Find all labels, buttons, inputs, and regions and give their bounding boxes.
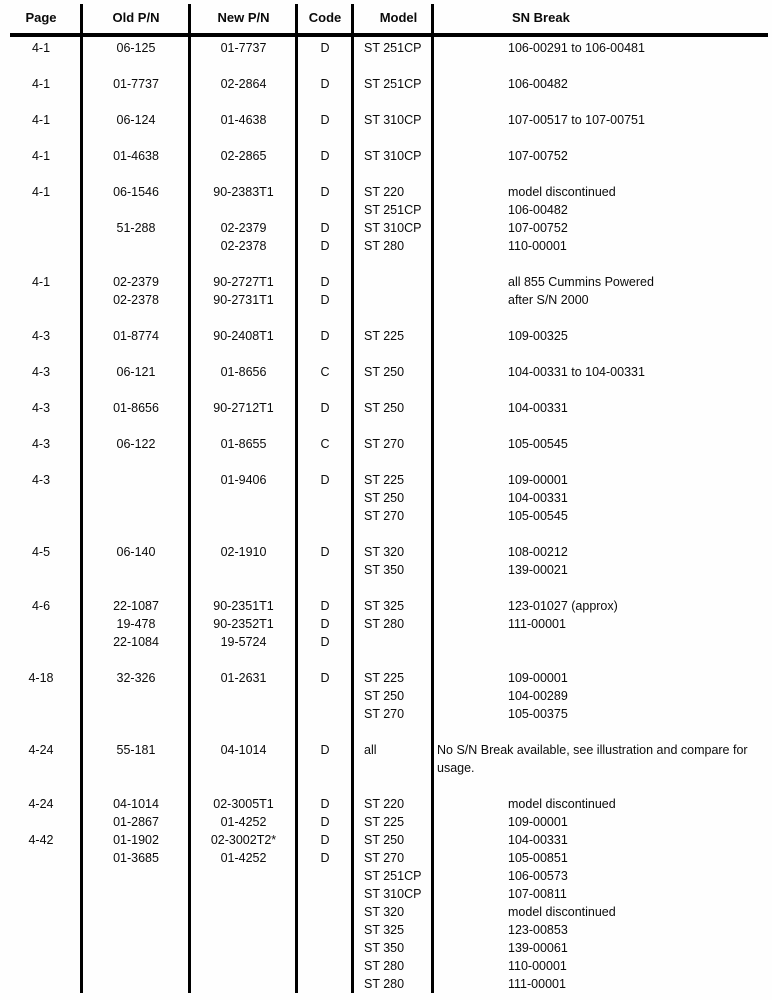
table-header-row [0, 9, 772, 27]
cell-old: 01-3685 [113, 851, 159, 865]
cell-model: ST 251CP [364, 41, 422, 55]
cell-new: 02-3002T2* [210, 833, 277, 847]
cell-new: 02-2378 [220, 239, 267, 253]
cell-sn: No S/N Break available, see illustration and compare for usage. [437, 743, 748, 775]
table-row-group [0, 273, 772, 309]
cell-model: ST 220 [364, 185, 405, 199]
table-row [0, 147, 772, 165]
cell-code: D [320, 185, 330, 199]
cell-new [190, 201, 297, 219]
cell-code: D [320, 401, 330, 415]
cell-old [82, 471, 190, 489]
cell-code [297, 561, 353, 579]
cell-model: ST 270 [364, 851, 405, 865]
cell-code [297, 903, 353, 921]
cell-code: D [320, 833, 330, 847]
cell-new: 90-2352T1 [213, 617, 274, 631]
cell-code: D [320, 77, 330, 91]
table-row [0, 471, 772, 489]
cell-new: 02-3005T1 [213, 797, 274, 811]
cell-sn: 104-00289 [508, 689, 568, 703]
table-row [0, 741, 772, 777]
table-row-group [0, 111, 772, 129]
cell-old: 55-181 [116, 743, 156, 757]
cell-old [82, 237, 190, 255]
cell-sn: 106-00482 [508, 77, 568, 91]
cell-sn: 107-00517 to 107-00751 [508, 113, 645, 127]
cell-sn: 123-01027 (approx) [508, 599, 618, 613]
cell-old [82, 867, 190, 885]
cell-new [190, 921, 297, 939]
cell-page [0, 615, 82, 633]
cell-model: ST 225 [364, 671, 405, 685]
table-row [0, 957, 772, 975]
cell-old [82, 903, 190, 921]
table-row [0, 111, 772, 129]
cell-sn: 123-00853 [508, 923, 568, 937]
cell-sn: 105-00545 [508, 509, 568, 523]
cell-code [297, 705, 353, 723]
cell-model: ST 280 [364, 239, 405, 253]
table-row [0, 921, 772, 939]
cell-page: 4-3 [31, 329, 51, 343]
cell-new: 01-4252 [220, 815, 267, 829]
cell-sn: 110-00001 [508, 239, 567, 253]
table-row [0, 687, 772, 705]
cell-sn: 104-00331 [508, 833, 568, 847]
cell-page [0, 561, 82, 579]
cell-code: D [320, 617, 330, 631]
cell-old: 32-326 [116, 671, 156, 685]
cell-page: 4-3 [31, 437, 51, 451]
cell-model: ST 250 [364, 401, 405, 415]
cell-model: ST 270 [364, 509, 405, 523]
cell-new [190, 939, 297, 957]
cell-code: C [320, 365, 330, 379]
cell-model: ST 250 [364, 833, 405, 847]
table-row [0, 561, 772, 579]
cell-old [82, 885, 190, 903]
cell-sn: 106-00291 to 106-00481 [508, 41, 645, 55]
cell-sn [433, 633, 772, 651]
cell-code: D [320, 851, 330, 865]
cell-model: ST 280 [364, 977, 405, 991]
cell-model: ST 225 [364, 473, 405, 487]
column-header-page: Page [25, 10, 57, 25]
cell-old [82, 507, 190, 525]
cell-code: D [320, 671, 330, 685]
cell-page: 4-24 [28, 743, 54, 757]
cell-new: 01-8655 [220, 437, 267, 451]
column-header-new-pn: New P/N [217, 10, 270, 25]
cell-old: 06-124 [116, 113, 156, 127]
cell-model: ST 320 [364, 905, 405, 919]
table-row [0, 219, 772, 237]
table-row-group [0, 741, 772, 777]
cell-model: ST 225 [364, 329, 405, 343]
cell-sn: 108-00212 [508, 545, 568, 559]
cell-sn: 104-00331 to 104-00331 [508, 365, 645, 379]
cell-new [190, 507, 297, 525]
cell-old: 01-2867 [113, 815, 159, 829]
cell-code: D [320, 239, 330, 253]
cell-page [0, 291, 82, 309]
cell-model: ST 310CP [364, 113, 422, 127]
table-row [0, 291, 772, 309]
cell-page [0, 201, 82, 219]
cell-page: 4-3 [31, 365, 51, 379]
cell-new [190, 561, 297, 579]
table-row [0, 633, 772, 651]
table-row [0, 237, 772, 255]
cell-model: ST 250 [364, 689, 405, 703]
cell-sn: 109-00325 [508, 329, 568, 343]
cell-code: C [320, 437, 330, 451]
column-header-old-pn: Old P/N [112, 10, 160, 25]
table-row [0, 201, 772, 219]
column-header-model: Model [379, 10, 418, 25]
cell-sn: 109-00001 [508, 473, 568, 487]
table-row [0, 363, 772, 381]
cell-page: 4-1 [31, 185, 51, 199]
cell-code [297, 507, 353, 525]
cell-model: ST 225 [364, 815, 405, 829]
cell-page [0, 885, 82, 903]
cell-page [0, 957, 82, 975]
cell-sn: after S/N 2000 [508, 293, 589, 307]
cell-old: 01-4638 [113, 149, 159, 163]
cell-model [353, 273, 433, 291]
cell-old: 06-140 [116, 545, 156, 559]
table-row [0, 489, 772, 507]
cell-sn: 110-00001 [508, 959, 567, 973]
cell-model: ST 310CP [364, 221, 422, 235]
cell-new: 02-1910 [220, 545, 267, 559]
cell-page [0, 705, 82, 723]
cell-page: 4-5 [31, 545, 51, 559]
cell-old: 51-288 [116, 221, 156, 235]
table-row-group [0, 471, 772, 525]
table-row [0, 615, 772, 633]
cell-sn: 111-00001 [508, 617, 566, 631]
cell-new: 19-5724 [220, 635, 267, 649]
cell-code [297, 489, 353, 507]
cell-code [297, 687, 353, 705]
cell-new: 01-4252 [220, 851, 267, 865]
cell-code [297, 921, 353, 939]
cell-model: ST 250 [364, 365, 405, 379]
cell-old [82, 561, 190, 579]
cell-old: 02-2378 [113, 293, 159, 307]
table-row-group [0, 147, 772, 165]
cell-sn: model discontinued [508, 797, 616, 811]
cell-old: 02-2379 [113, 275, 159, 289]
cell-page [0, 903, 82, 921]
cell-page [0, 489, 82, 507]
table-row-group [0, 597, 772, 651]
table-row [0, 939, 772, 957]
cell-new [190, 705, 297, 723]
cell-page: 4-42 [28, 833, 54, 847]
cell-sn: 106-00573 [508, 869, 568, 883]
cell-old: 06-1546 [113, 185, 159, 199]
column-header-code: Code [308, 10, 342, 25]
cell-page [0, 633, 82, 651]
table-row [0, 867, 772, 885]
cell-sn: 104-00331 [508, 401, 568, 415]
cell-old [82, 957, 190, 975]
table-row [0, 831, 772, 849]
cell-code: D [320, 635, 330, 649]
cell-old: 01-8774 [113, 329, 159, 343]
table-row [0, 813, 772, 831]
cell-model: ST 251CP [364, 869, 422, 883]
table-row [0, 399, 772, 417]
cell-page [0, 939, 82, 957]
table-row-group [0, 669, 772, 723]
cell-old [82, 975, 190, 993]
cell-sn: 109-00001 [508, 815, 568, 829]
cell-page [0, 687, 82, 705]
cell-model: ST 280 [364, 959, 405, 973]
cell-model: ST 350 [364, 941, 405, 955]
table-row [0, 327, 772, 345]
column-header-sn-break: SN Break [512, 10, 570, 25]
cell-new: 02-2865 [220, 149, 267, 163]
table-row [0, 75, 772, 93]
cell-model: ST 325 [364, 923, 405, 937]
cell-new: 90-2731T1 [213, 293, 274, 307]
cell-new: 01-4638 [220, 113, 267, 127]
table-row [0, 795, 772, 813]
cell-new: 90-2727T1 [213, 275, 274, 289]
cell-sn: 109-00001 [508, 671, 568, 685]
cell-sn: 104-00331 [508, 491, 568, 505]
cell-new: 90-2383T1 [213, 185, 274, 199]
cell-sn: model discontinued [508, 905, 616, 919]
cell-code: D [320, 149, 330, 163]
cell-new: 90-2712T1 [213, 401, 274, 415]
table-row [0, 885, 772, 903]
cell-code [297, 957, 353, 975]
cell-model [353, 633, 433, 651]
cell-page: 4-1 [31, 275, 51, 289]
cell-new [190, 885, 297, 903]
cell-model: ST 325 [364, 599, 405, 613]
cell-page: 4-24 [28, 797, 54, 811]
cell-code: D [320, 275, 330, 289]
cell-sn: all 855 Cummins Powered [508, 275, 654, 289]
cell-code [297, 885, 353, 903]
table-row [0, 507, 772, 525]
cell-new: 90-2408T1 [213, 329, 274, 343]
cell-code: D [320, 113, 330, 127]
cell-old: 06-122 [116, 437, 156, 451]
cell-code [297, 867, 353, 885]
cell-model: all [364, 743, 377, 757]
cell-sn: 105-00375 [508, 707, 568, 721]
table-row-group [0, 327, 772, 345]
cell-old: 19-478 [116, 617, 156, 631]
cell-code: D [320, 41, 330, 55]
cell-model: ST 310CP [364, 887, 422, 901]
cell-code: D [320, 221, 330, 235]
cell-page [0, 921, 82, 939]
cell-model: ST 320 [364, 545, 405, 559]
cell-page [0, 849, 82, 867]
table-row [0, 273, 772, 291]
cell-old [82, 939, 190, 957]
cell-new [190, 957, 297, 975]
cell-code: D [320, 599, 330, 613]
cell-model: ST 251CP [364, 203, 422, 217]
cell-model: ST 310CP [364, 149, 422, 163]
cell-page [0, 975, 82, 993]
table-row-group [0, 363, 772, 381]
cell-new: 90-2351T1 [213, 599, 274, 613]
cell-code: D [320, 329, 330, 343]
table-row [0, 39, 772, 57]
cell-code: D [320, 473, 330, 487]
cell-old [82, 921, 190, 939]
cell-old: 01-8656 [113, 401, 159, 415]
cell-page: 4-3 [31, 473, 51, 487]
cell-old [82, 489, 190, 507]
cell-page: 4-18 [28, 671, 54, 685]
cell-sn: 139-00021 [508, 563, 568, 577]
cell-old: 06-125 [116, 41, 156, 55]
table-row [0, 597, 772, 615]
cell-model: ST 270 [364, 437, 405, 451]
cell-model [353, 291, 433, 309]
cell-new: 01-2631 [220, 671, 267, 685]
cell-page [0, 867, 82, 885]
cell-new [190, 687, 297, 705]
cell-model: ST 250 [364, 491, 405, 505]
cell-model: ST 220 [364, 797, 405, 811]
cell-new [190, 867, 297, 885]
cell-code: D [320, 815, 330, 829]
cell-code: D [320, 797, 330, 811]
cell-old: 01-7737 [113, 77, 159, 91]
cell-sn: 111-00001 [508, 977, 566, 991]
cell-old: 01-1902 [113, 833, 159, 847]
table-row-group [0, 39, 772, 57]
table-row [0, 435, 772, 453]
cell-old: 06-121 [116, 365, 156, 379]
table-body [0, 39, 772, 1000]
cell-sn: 106-00482 [508, 203, 568, 217]
table-row-group [0, 543, 772, 579]
cell-page [0, 219, 82, 237]
cell-code [297, 939, 353, 957]
cell-sn: 107-00752 [508, 149, 568, 163]
table-row [0, 183, 772, 201]
table-row [0, 975, 772, 993]
cell-model: ST 280 [364, 617, 405, 631]
cell-old: 22-1084 [113, 635, 159, 649]
cell-sn: model discontinued [508, 185, 616, 199]
cell-new [190, 975, 297, 993]
cell-page: 4-1 [31, 113, 51, 127]
cell-code: D [320, 293, 330, 307]
cell-sn: 107-00752 [508, 221, 568, 235]
cell-model: ST 350 [364, 563, 405, 577]
cell-page [0, 813, 82, 831]
cell-new: 04-1014 [220, 743, 267, 757]
cell-page: 4-1 [31, 77, 51, 91]
cell-old: 04-1014 [113, 797, 159, 811]
cell-new: 01-8656 [220, 365, 267, 379]
table-row-group [0, 435, 772, 453]
header-underline [10, 33, 768, 37]
cell-old [82, 705, 190, 723]
cell-sn: 139-00061 [508, 941, 568, 955]
cell-new [190, 903, 297, 921]
cell-code: D [320, 545, 330, 559]
cell-new: 02-2379 [220, 221, 267, 235]
cell-page [0, 507, 82, 525]
cell-page: 4-3 [31, 401, 51, 415]
cell-page: 4-1 [31, 41, 51, 55]
cell-sn: 107-00811 [508, 887, 567, 901]
table-row-group [0, 75, 772, 93]
cell-sn: 105-00851 [508, 851, 568, 865]
table-row [0, 849, 772, 867]
cell-page: 4-6 [31, 599, 51, 613]
cell-code [297, 975, 353, 993]
cell-model: ST 270 [364, 707, 405, 721]
cell-page: 4-1 [31, 149, 51, 163]
table-row [0, 705, 772, 723]
cell-new: 01-9406 [220, 473, 267, 487]
cell-new: 02-2864 [220, 77, 267, 91]
cell-model: ST 251CP [364, 77, 422, 91]
table-row [0, 543, 772, 561]
table-row [0, 903, 772, 921]
cell-new: 01-7737 [220, 41, 267, 55]
cell-old [82, 201, 190, 219]
cell-sn: 105-00545 [508, 437, 568, 451]
table-row-group [0, 183, 772, 255]
cell-code: D [320, 743, 330, 757]
table-row [0, 669, 772, 687]
table-row-group [0, 795, 772, 993]
cell-page [0, 237, 82, 255]
table-row-group [0, 399, 772, 417]
cell-new [190, 489, 297, 507]
cell-old: 22-1087 [113, 599, 159, 613]
cell-old [82, 687, 190, 705]
cell-code [297, 201, 353, 219]
